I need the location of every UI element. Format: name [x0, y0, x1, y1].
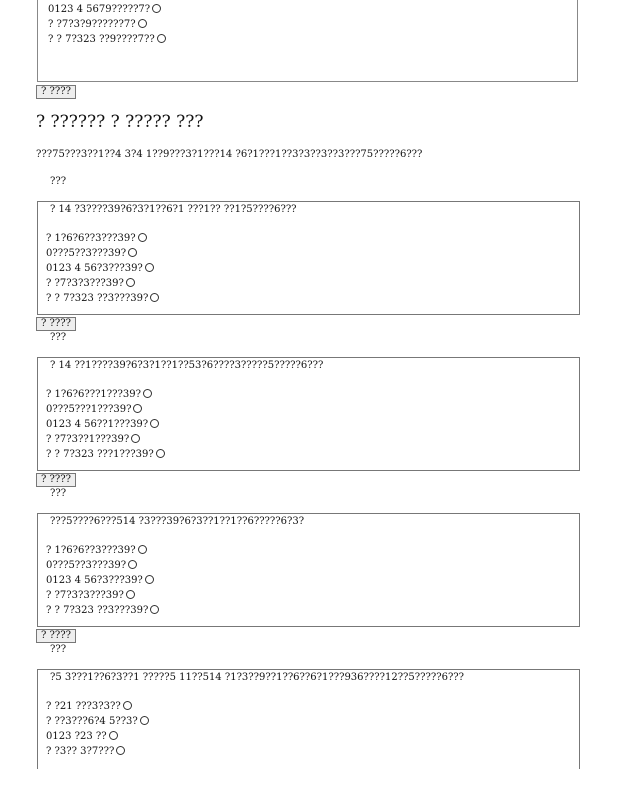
question-label: ??? — [50, 176, 67, 187]
option-label: ? 1?6?6??3???39? — [46, 233, 136, 244]
option-label: ? ?3?? 3?7??? — [46, 746, 115, 757]
option-label: ? ??3???6?4 5??3? — [46, 716, 138, 727]
option-row[interactable] — [46, 603, 571, 618]
option-label: 0123 4 5679?????7? — [48, 4, 151, 15]
question-box — [37, 357, 580, 471]
question-text: ? 14 ??1????39?6?3?1??1??53?6????3?????5?????6??? — [50, 360, 324, 371]
question-text: ?5 3???1??6?3??1 ?????5 11??514 ?1?3??9??1??6??6?1???936????12??5?????6??? — [50, 672, 465, 683]
question-label: ??? — [50, 332, 67, 343]
option-row[interactable] — [46, 402, 571, 417]
option-row[interactable] — [48, 17, 577, 32]
option-row[interactable] — [46, 387, 571, 402]
option-label: 0???5??3???39? — [46, 560, 127, 571]
option-row[interactable] — [46, 291, 571, 306]
radio-button[interactable] — [128, 560, 137, 569]
option-label: ? ? 7?323 ??9????7?? — [48, 34, 155, 45]
submit-button[interactable]: ? ???? — [36, 85, 76, 99]
question-box — [37, 669, 580, 769]
submit-button[interactable]: ? ???? — [36, 629, 76, 643]
option-row[interactable] — [46, 417, 571, 432]
radio-button[interactable] — [150, 293, 159, 302]
option-label: ? ? 7?323 ??3???39? — [46, 293, 149, 304]
radio-button[interactable] — [126, 590, 135, 599]
option-row[interactable] — [46, 261, 571, 276]
radio-button[interactable] — [145, 263, 154, 272]
radio-button[interactable] — [157, 34, 166, 43]
radio-button[interactable] — [138, 233, 147, 242]
option-label: 0???5???1???39? — [46, 404, 132, 415]
option-row[interactable] — [46, 558, 571, 573]
radio-button[interactable] — [145, 575, 154, 584]
option-row[interactable] — [46, 699, 571, 714]
submit-button[interactable]: ? ???? — [36, 317, 76, 331]
radio-button[interactable] — [123, 701, 132, 710]
option-label: 0123 4 56?3???39? — [46, 263, 143, 274]
section-intro: ???75???3??1??4 3?4 1??9???3?1???14 ?6?1???1??3?3??3??3???75?????6??? — [36, 149, 423, 160]
radio-button[interactable] — [140, 716, 149, 725]
radio-button[interactable] — [156, 449, 165, 458]
radio-button[interactable] — [109, 731, 118, 740]
option-row[interactable] — [46, 276, 571, 291]
question-text: ???5????6???514 ?3???39?6?3??1??1??6?????6?3? — [50, 516, 305, 527]
radio-button[interactable] — [143, 389, 152, 398]
radio-button[interactable] — [133, 404, 142, 413]
option-label: 0123 4 56??1???39? — [46, 419, 149, 430]
question-label: ??? — [50, 488, 67, 499]
question-box — [37, 201, 580, 315]
radio-button[interactable] — [138, 545, 147, 554]
option-row[interactable] — [46, 744, 571, 759]
previous-question-fragment — [37, 0, 578, 82]
option-label: ? ?7?3?3???39? — [46, 590, 124, 601]
option-label: 0123 ?23 ?? — [46, 731, 107, 742]
radio-button[interactable] — [116, 746, 125, 755]
question-box — [37, 513, 580, 627]
option-label: ? ?7?3??1???39? — [46, 434, 130, 445]
option-label: ? ? 7?323 ???1???39? — [46, 449, 154, 460]
option-label: ? ? 7?323 ??3???39? — [46, 605, 149, 616]
option-row[interactable] — [46, 447, 571, 462]
option-label: ? 1?6?6??3???39? — [46, 545, 136, 556]
radio-button[interactable] — [128, 248, 137, 257]
question-label: ??? — [50, 644, 67, 655]
radio-button[interactable] — [131, 434, 140, 443]
option-row[interactable] — [46, 231, 571, 246]
radio-button[interactable] — [138, 19, 147, 28]
option-label: ? 1?6?6???1???39? — [46, 389, 141, 400]
option-label: ? ?7?3?3???39? — [46, 278, 124, 289]
option-row[interactable] — [46, 246, 571, 261]
submit-button[interactable]: ? ???? — [36, 473, 76, 487]
section-heading: ? ?????? ? ????? ??? — [36, 112, 204, 132]
option-label: 0123 4 56?3???39? — [46, 575, 143, 586]
radio-button[interactable] — [150, 605, 159, 614]
option-row[interactable] — [46, 588, 571, 603]
option-label: ? ?7?3?9??????7? — [48, 19, 136, 30]
option-row[interactable] — [48, 32, 577, 47]
option-row[interactable] — [48, 2, 577, 17]
option-row[interactable] — [46, 432, 571, 447]
option-row[interactable] — [46, 729, 571, 744]
option-row[interactable] — [46, 543, 571, 558]
option-label: 0???5??3???39? — [46, 248, 127, 259]
question-text: ? 14 ?3????39?6?3?1??6?1 ???1?? ??1?5????6??? — [50, 204, 297, 215]
radio-button[interactable] — [150, 419, 159, 428]
radio-button[interactable] — [126, 278, 135, 287]
option-label: ? ?21 ???3?3?? — [46, 701, 121, 712]
radio-button[interactable] — [152, 4, 161, 13]
option-row[interactable] — [46, 573, 571, 588]
option-row[interactable] — [46, 714, 571, 729]
